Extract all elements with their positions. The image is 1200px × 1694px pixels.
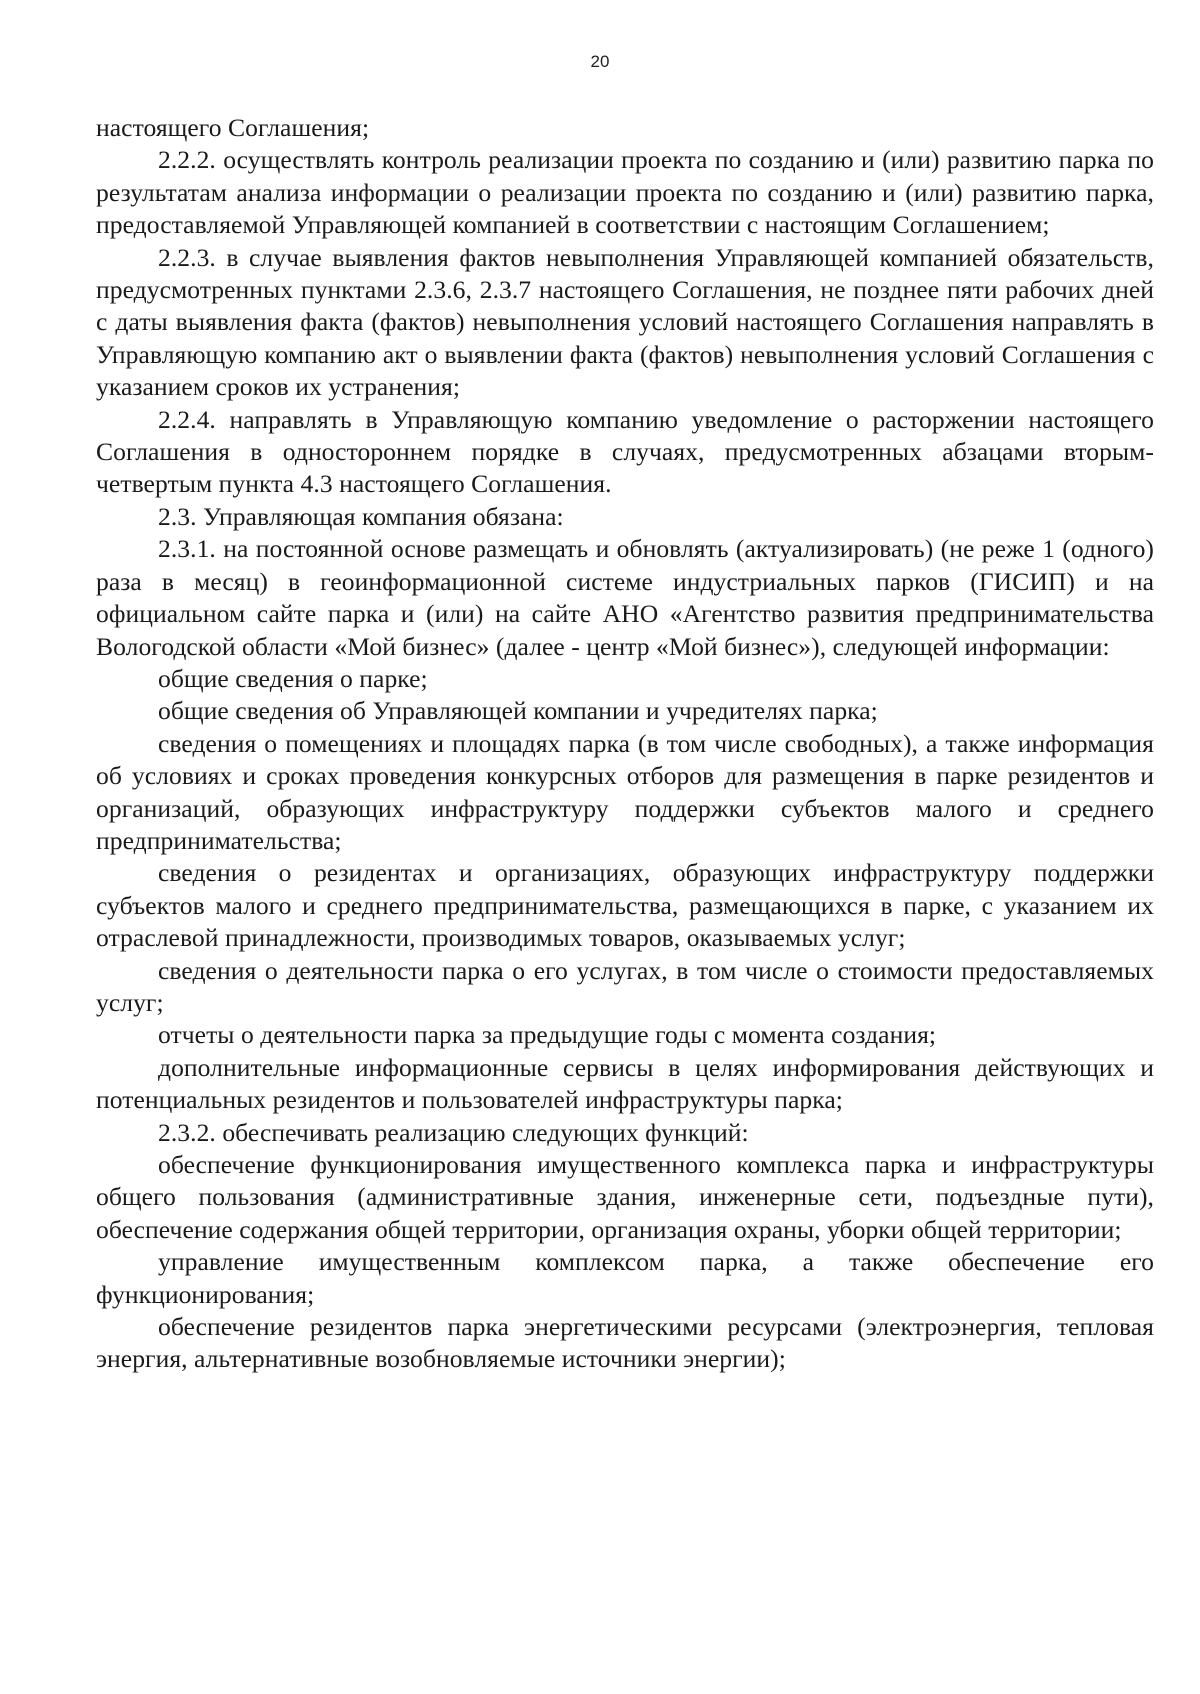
- list-item-residents-info: сведения о резидентах и организациях, образующих инфраструктуру поддержки субъектов малого и среднего предпринимательства, размещающихся в парке, с указанием их отраслевой принадлежности, производимых товаров, оказываемых услуг;: [96, 858, 1154, 953]
- list-item-general-info-park: общие сведения о парке;: [158, 663, 428, 693]
- paragraph-2-3-1: 2.3.1. на постоянной основе размещать и обновлять (актуализировать) (не реже 1 (одного) раза в месяц) в геоинформационной системе индустриальных парков (ГИСИП) и на официальном сайте парка и (или) на сайте АНО «Агентство развития предпринимательства Вологодской области «Мой бизнес» (далее - центр «Мой бизнес»), следующей информации:: [96, 534, 1154, 661]
- paragraph-2-3: 2.3. Управляющая компания обязана:: [158, 501, 564, 531]
- paragraph-2-2-2: 2.2.2. осуществлять контроль реализации проекта по созданию и (или) развитию парка по результатам анализа информации о реализации проекта по созданию и (или) развитию парка, предоставляемой Управляющей компанией в соответствии с настоящим Соглашением;: [96, 145, 1154, 240]
- paragraph-2-2-3: 2.2.3. в случае выявления фактов невыполнения Управляющей компанией обязательств, предусмотренных пунктами 2.3.6, 2.3.7 настоящего Соглашения, не позднее пяти рабочих дней с даты выявления факта (фактов) невыполнения условий настоящего Соглашения направлять в Управляющую компанию акт о выявлении факта (фактов) невыполнения условий Соглашения с указанием сроков их устранения;: [96, 242, 1154, 402]
- paragraph-2-3-2: 2.3.2. обеспечивать реализацию следующих функций:: [158, 1117, 749, 1147]
- list-item-activity-info: сведения о деятельности парка о его услугах, в том числе о стоимости предоставляемых услуг;: [96, 955, 1154, 1017]
- list-item-energy-resources: обеспечение резидентов парка энергетическими ресурсами (электроэнергия, тепловая энергия, альтернативные возобновляемые источники энергии);: [96, 1312, 1154, 1374]
- list-item-property-management: управление имущественным комплексом парка, а также обеспечение его функционирования;: [96, 1247, 1154, 1309]
- list-item-additional-services: дополнительные информационные сервисы в целях информирования действующих и потенциальных резидентов и пользователей инфраструктуры парка;: [96, 1052, 1154, 1115]
- page-number: 20: [590, 52, 610, 71]
- paragraph-continuation: настоящего Соглашения;: [96, 113, 370, 142]
- list-item-property-functioning: обеспечение функционирования имущественного комплекса парка и инфраструктуры общего пользования (административные здания, инженерные сети, подъездные пути), обеспечение содержания общей территории, организация охраны, уборки общей территории;: [96, 1150, 1154, 1244]
- document-body: [96, 112, 1154, 1376]
- list-item-general-info-company: общие сведения об Управляющей компании и учредителях парка;: [158, 696, 878, 726]
- paragraph-2-2-4: 2.2.4. направлять в Управляющую компанию уведомление о расторжении настоящего Соглашения в одностороннем порядке в случаях, предусмотренных абзацами вторым-четвертым пункта 4.3 настоящего Соглашения.: [96, 404, 1154, 499]
- list-item-premises-info: сведения о помещениях и площадях парка (в том числе свободных), а также информация об условиях и сроках проведения конкурсных отборов для размещения в парке резидентов и организаций, образующих инфраструктуру поддержки субъектов малого и среднего предпринимательства;: [96, 728, 1154, 855]
- list-item-reports: отчеты о деятельности парка за предыдущие годы с момента создания;: [158, 1020, 937, 1050]
